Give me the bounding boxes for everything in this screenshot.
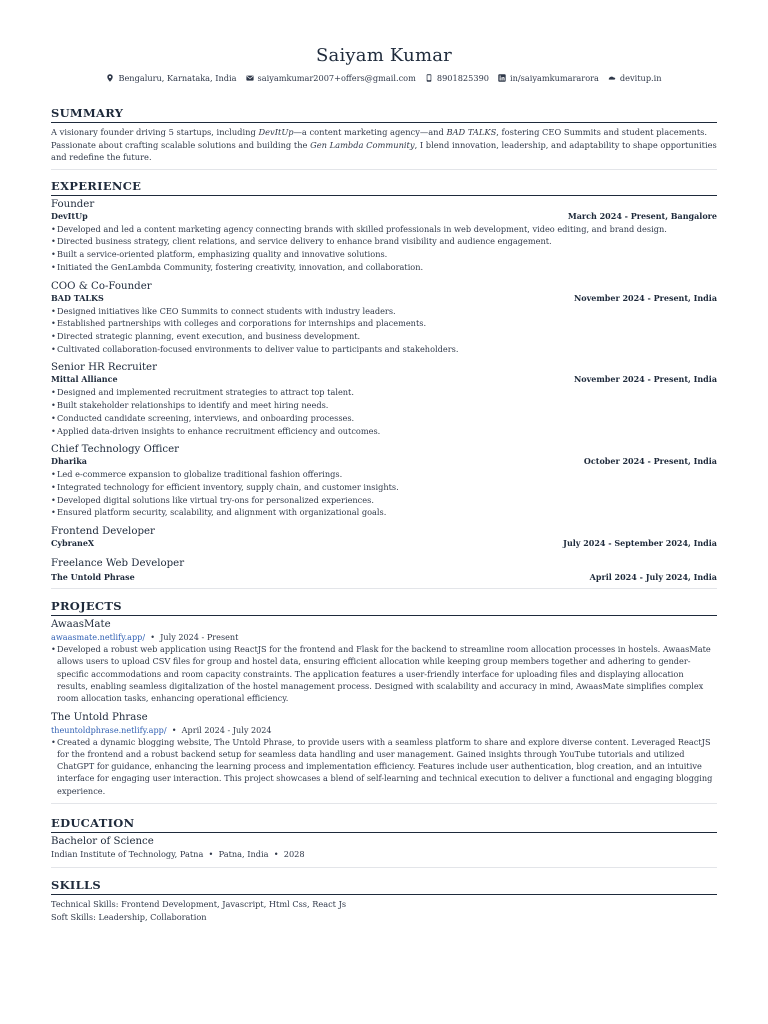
experience-section [51, 179, 717, 589]
job-title: Freelance Web Developer [51, 558, 185, 570]
section-divider [51, 588, 717, 589]
candidate-name: Saiyam Kumar [316, 45, 452, 66]
job-date: October 2024 - Present, India [583, 456, 717, 467]
contact-website-text[interactable]: devitup.in [619, 73, 662, 83]
education-meta: Indian Institute of Technology, Patna • Patna, India • 2028 [51, 849, 305, 859]
job-title: COO & Co-Founder [51, 280, 152, 292]
meta-separator: • [145, 632, 161, 643]
summary-part: , fostering CEO Summits and student placements. Passionate about crafting scalable solutions and building the [51, 127, 708, 150]
job-org: Dharika [51, 456, 87, 467]
job-org: DevItUp [51, 210, 88, 221]
job-org: Mittal Alliance [51, 374, 118, 385]
job-meta [51, 293, 717, 304]
job-bullet: • Conducted candidate screening, interviews, and onboarding processes. [51, 412, 717, 425]
job-org: CybraneX [51, 538, 95, 549]
project-title: The Untold Phrase [51, 711, 148, 723]
job-bullets [51, 305, 717, 356]
contact-linkedin[interactable] [498, 73, 599, 83]
experience-entry [51, 443, 717, 519]
job-bullet: • Developed and led a content marketing agency connecting brands with skilled professionals in web development, video editing, and brand design. [51, 223, 717, 236]
project-link[interactable]: theuntoldphrase.netlify.app/ [51, 724, 167, 735]
job-date: November 2024 - Present, India [573, 374, 717, 385]
job-bullet: • Led e-commerce expansion to globalize traditional fashion offerings. [51, 468, 717, 481]
project-date: April 2024 - July 2024 [181, 724, 272, 735]
job-bullet: • Directed strategic planning, event execution, and business development. [51, 330, 717, 343]
experience-entry [51, 361, 717, 437]
section-divider [51, 867, 717, 868]
technical-skills: Technical Skills: Frontend Development, Javascript, Html Css, React Js [51, 899, 347, 909]
job-bullet: • Ensured platform security, scalability, and alignment with organizational goals. [51, 506, 717, 519]
job-bullet: • Designed initiatives like CEO Summits to connect students with industry leaders. [51, 305, 717, 318]
project-meta [51, 631, 717, 643]
job-title: Chief Technology Officer [51, 444, 180, 456]
experience-entry [51, 280, 717, 356]
project-entry [51, 618, 717, 704]
project-date: July 2024 - Present [160, 632, 239, 643]
email-icon [246, 74, 254, 82]
summary-part: A visionary founder driving 5 startups, including [51, 127, 259, 137]
contact-location-text: Bengaluru, Karnataka, India [118, 73, 237, 83]
education-entry [51, 835, 717, 860]
summary-emphasis: BAD TALKS [446, 127, 497, 137]
job-meta [51, 211, 717, 222]
projects-section [51, 599, 717, 804]
contact-email-text[interactable]: saiyamkumar2007+offers@gmail.com [257, 73, 416, 83]
job-bullets [51, 223, 717, 274]
project-title: AwaasMate [51, 619, 111, 631]
experience-entry [51, 557, 717, 583]
job-meta [51, 572, 717, 583]
project-description: • Created a dynamic blogging website, The Untold Phrase, to provide users with a seamless platform to share and explore diverse content. Leveraged ReactJS for the frontend and a robust backend setup for seamless data handling and user management. Gained insights through YouTube tutorials and utilized ChatGPT for guidance, enhancing the learning process and implementation efficiency. Features include user authentication, blog creation, and an intuitive interface for engaging user interaction. This project showcases a blend of self-learning and technical execution to deliver a functional and engaging blogging experience. [51, 736, 717, 797]
job-bullet: • Initiated the GenLambda Community, fostering creativity, innovation, and collaboration. [51, 261, 717, 274]
soft-skills: Soft Skills: Leadership, Collaboration [51, 911, 207, 922]
contact-phone-text[interactable]: 8901825390 [436, 73, 489, 83]
contact-website[interactable] [608, 73, 662, 83]
section-divider [51, 803, 717, 804]
job-title: Senior HR Recruiter [51, 362, 157, 374]
degree-title: Bachelor of Science [51, 836, 154, 847]
job-date: November 2024 - Present, India [573, 292, 717, 303]
job-bullet: • Directed business strategy, client relations, and service delivery to enhance brand visibility and audience engagement. [51, 235, 717, 248]
contact-email[interactable] [246, 73, 416, 83]
job-meta [51, 456, 717, 467]
job-bullet: • Established partnerships with colleges and corporations for internships and placements. [51, 317, 717, 330]
job-bullet: • Applied data-driven insights to enhance recruitment efficiency and outcomes. [51, 425, 717, 438]
summary-emphasis: DevItUp [258, 127, 294, 137]
job-bullet: • Developed digital solutions like virtual try-ons for personalized experiences. [51, 494, 717, 507]
job-meta [51, 538, 717, 549]
job-bullet: • Cultivated collaboration-focused environments to deliver value to participants and stakeholders. [51, 343, 717, 356]
summary-part: —a content marketing agency—and [293, 127, 447, 137]
job-org: The Untold Phrase [51, 572, 135, 583]
job-bullets [51, 468, 717, 519]
job-date: July 2024 - September 2024, India [563, 538, 717, 549]
contact-bar [51, 71, 717, 85]
contact-location [106, 73, 236, 83]
job-bullet: • Designed and implemented recruitment strategies to attract top talent. [51, 386, 717, 399]
job-org: BAD TALKS [51, 292, 104, 303]
job-title: Founder [51, 198, 95, 210]
experience-entry [51, 525, 717, 549]
job-bullets [51, 386, 717, 437]
job-bullet: • Integrated technology for efficient inventory, supply chain, and customer insights. [51, 481, 717, 494]
phone-icon [425, 74, 433, 82]
education-heading: EDUCATION [51, 816, 717, 833]
project-entry [51, 711, 717, 797]
projects-heading: PROJECTS [51, 599, 717, 616]
contact-phone[interactable] [425, 73, 489, 83]
job-bullet: • Built stakeholder relationships to identify and meet hiring needs. [51, 399, 717, 412]
summary-emphasis: Gen Lambda Community [310, 139, 415, 150]
experience-entry [51, 198, 717, 274]
skills-heading: SKILLS [51, 878, 717, 895]
education-section [51, 816, 717, 868]
meta-separator: • [166, 724, 182, 735]
job-meta [51, 374, 717, 385]
summary-text [51, 126, 717, 164]
project-description: • Developed a robust web application using ReactJS for the frontend and Flask for the backend to streamline room allocation processes in hostels. AwaasMate allows users to upload CSV files for group and hostel data, ensuring efficient allocation while keeping group members together and adhering to gender-specific accommodations and room capacity constraints. The application features a user-friendly interface for uploading files and displaying allocation results, enabling seamless digitalization of the hostel management process. Designed with scalability and accuracy in mind, AwaasMate simplifies complex room allocation tasks, enhancing operational efficiency. [51, 643, 717, 704]
location-pin-icon [106, 74, 114, 82]
job-bullet: • Built a service-oriented platform, emphasizing quality and innovative solutions. [51, 248, 717, 261]
project-link[interactable]: awaasmate.netlify.app/ [51, 632, 146, 643]
job-date: April 2024 - July 2024, India [589, 572, 717, 583]
experience-heading: EXPERIENCE [51, 179, 717, 196]
job-date: March 2024 - Present, Bangalore [567, 210, 717, 221]
link-icon [608, 74, 616, 82]
summary-part: , I blend innovation, leadership, and adaptability to shape opportunities and redefine the future. [51, 139, 717, 163]
summary-section [51, 106, 717, 170]
skills-section [51, 878, 717, 923]
linkedin-icon [498, 74, 506, 82]
job-title: Frontend Developer [51, 526, 155, 538]
contact-linkedin-text[interactable]: in/saiyamkumararora [509, 73, 599, 83]
summary-heading: SUMMARY [51, 106, 717, 123]
project-meta [51, 724, 717, 736]
section-divider [51, 169, 717, 170]
